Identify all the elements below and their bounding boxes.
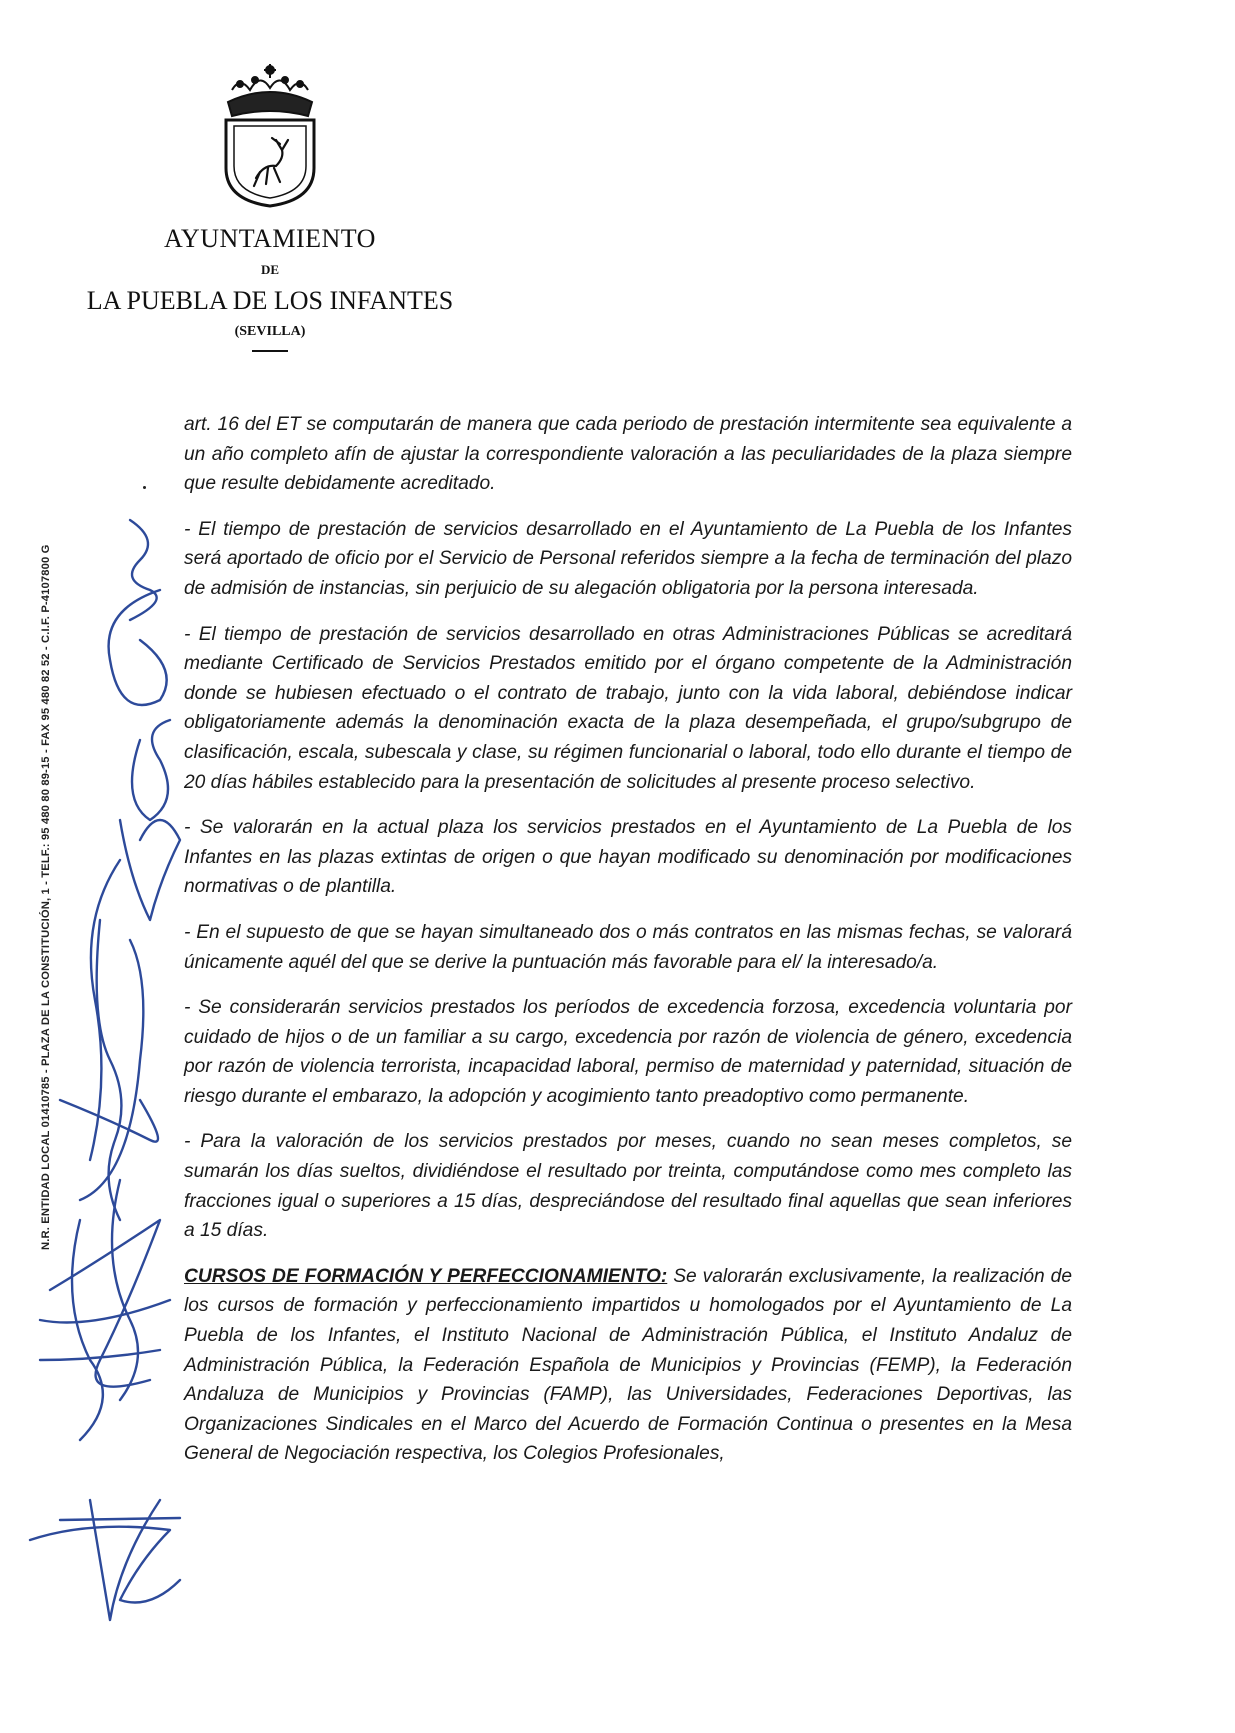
paragraph-8-text: Se valorarán exclusivamente, la realización de los cursos de formación y perfeccionamiento impartidos u homologados por el Ayuntamiento de La Puebla de los Infantes, el Instituto Nacional de Administración Pública, el Instituto Andaluz de Administración Pública, la Federación Española de Municipios y Provincias (FEMP), la Federación Andaluza de Municipios y Provincias (FAMP), las Universidades, Federaciones Deportivas, las Organizaciones Sindicales en el Marco del Acuerdo de Formación Continua o presentes en la Mesa General de Negociación respectiva, los Colegios Profesionales, [184, 1265, 1072, 1465]
letterhead-line-4: (SEVILLA) [234, 324, 306, 339]
letterhead-line-2: DE [260, 262, 280, 277]
sidebar-address-strip: N.R. ENTIDAD LOCAL 01410785 - PLAZA DE LA CONSTITUCIÓN, 1 - TELF.: 95 480 80 89-15 - FAX 95 480 82 52 - C.I.F. P-4107800 G [40, 544, 52, 1250]
paragraph-3: - El tiempo de prestación de servicios desarrollado en otras Administraciones Públicas se acreditará mediante Certificado de Servicios Prestados emitido por el órgano competente de la Administración donde se hubiesen efectuado o el contrato de trabajo, junto con la vida laboral, debiéndose indicar obligatoriamente además la denominación exacta de la plaza desempeñada, el grupo/subgrupo de clasificación, escala, subescala y clase, su régimen funcionarial o laboral, todo ello durante el tiempo de 20 días hábiles establecido para la presentación de solicitudes al presente proceso selectivo. [184, 623, 1072, 793]
paragraph-6: - Se considerarán servicios prestados los períodos de excedencia forzosa, excedencia voluntaria por cuidado de hijos o de un familiar a su cargo, excedencia por razón de violencia de género, excedencia por razón de violencia terrorista, incapacidad laboral, permiso de maternidad y paternidad, situación de riesgo durante el embarazo, la adopción y acogimiento tanto preadoptivo como permanente. [184, 997, 1072, 1107]
letterhead-divider [252, 350, 288, 352]
letterhead-line-3: LA PUEBLA DE LOS INFANTES [86, 286, 454, 315]
municipal-crest-icon [210, 60, 330, 210]
handwritten-signatures-icon [20, 500, 190, 1650]
paragraph-7: - Para la valoración de los servicios prestados por meses, cuando no sean meses completos, se sumarán los días sueltos, dividiéndose el resultado por treinta, computándose como mes completo las fracciones igual o superiores a 15 días, despreciándose del resultado final aquellas que sean inferiores a 15 días. [184, 1131, 1072, 1242]
paragraph-8 [184, 1262, 1072, 1469]
paragraph-5: - En el supuesto de que se hayan simultaneado dos o más contratos en las mismas fechas, se valorará únicamente aquél del que se derive la puntuación más favorable para el/ la interesado/a. [184, 921, 1072, 973]
letterhead-line-1: AYUNTAMIENTO [164, 224, 376, 253]
section-heading-cursos: CURSOS DE FORMACIÓN Y PERFECCIONAMIENTO: [184, 1265, 668, 1287]
stray-mark [143, 486, 146, 489]
document-body [184, 410, 1072, 1485]
letterhead [80, 60, 460, 352]
paragraph-4: - Se valorarán en la actual plaza los servicios prestados en el Ayuntamiento de La Puebla de los Infantes en las plazas extintas de origen o que hayan modificado su denominación por modificaciones normativas o de plantilla. [184, 817, 1072, 898]
paragraph-2: - El tiempo de prestación de servicios desarrollado en el Ayuntamiento de La Puebla de los Infantes será aportado de oficio por el Servicio de Personal referidos siempre a la fecha de terminación del plazo de admisión de instancias, sin perjuicio de su alegación obligatoria por la persona interesada. [184, 518, 1072, 599]
paragraph-1: art. 16 del ET se computarán de manera que cada periodo de prestación intermitente sea equivalente a un año completo afín de ajustar la correspondiente valoración a las peculiaridades de la plaza siempre que resulte debidamente acreditado. [184, 414, 1072, 495]
